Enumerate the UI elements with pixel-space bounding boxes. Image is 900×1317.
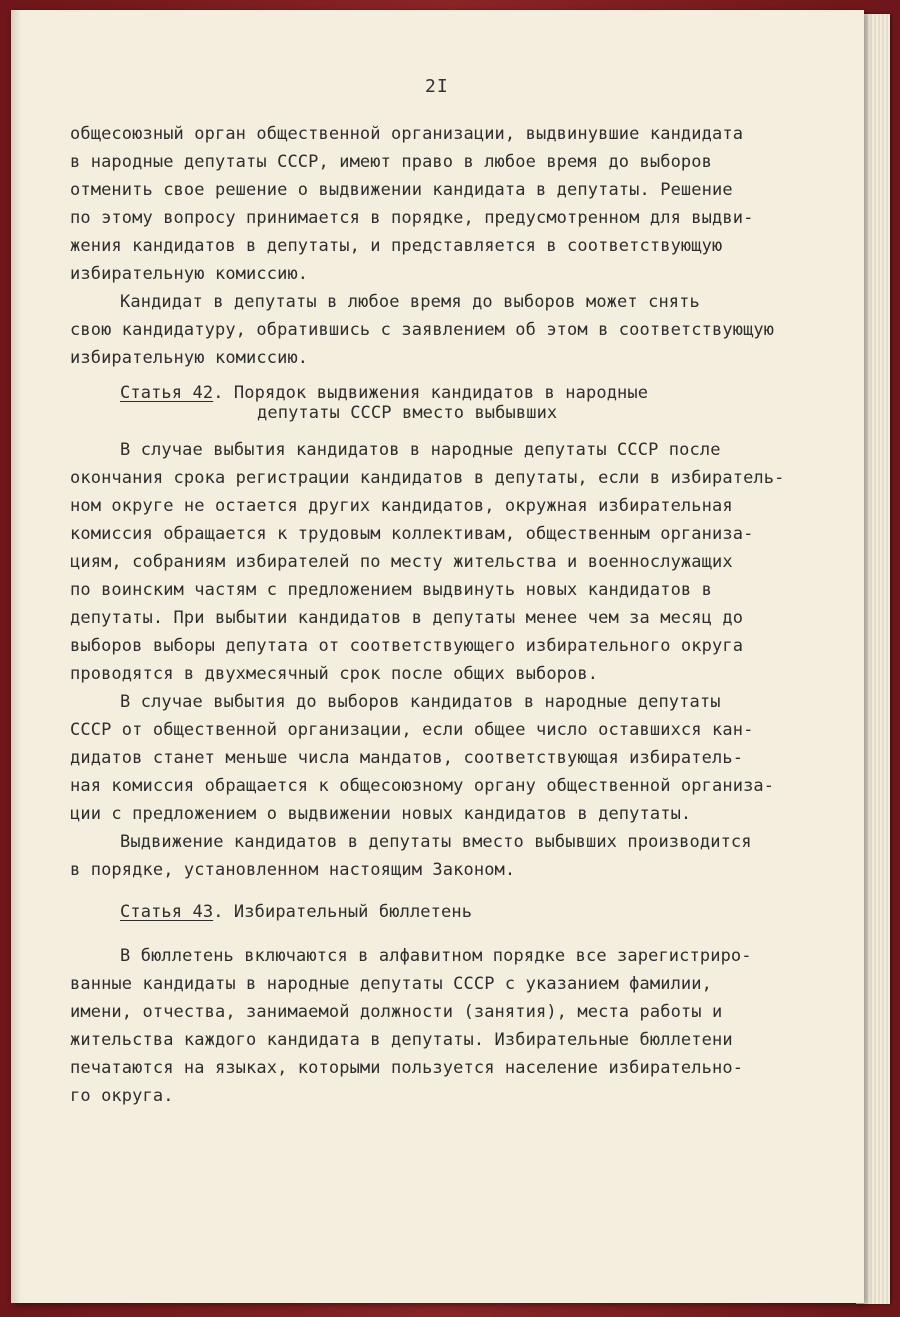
paragraph-line: в порядке, установленном настоящим Законом. xyxy=(70,860,516,880)
paragraph-line: свою кандидатуру, обратившись с заявлением об этом в соответствующую xyxy=(70,320,775,340)
paragraph-line: СССР от общественной организации, если общее число оставшихся кан- xyxy=(70,720,754,740)
paragraph-line: избирательную комиссию. xyxy=(70,264,309,284)
paragraph-line: ная комиссия обращается к общесоюзному органу общественной организа- xyxy=(70,776,775,796)
paragraph-line: ном округе не остается других кандидатов, окружная избирательная xyxy=(70,496,733,516)
paragraph-line: по этому вопросу принимается в порядке, предусмотренном для выдви- xyxy=(70,208,754,228)
paragraph-line: выборов выборы депутата от соответствующего избирательного округа xyxy=(70,636,744,656)
article-42-label: Статья 42 xyxy=(120,383,214,403)
paragraph-line: дидатов станет меньше числа мандатов, соответствующая избиратель- xyxy=(70,748,744,768)
paragraph-line: по воинским частям с предложением выдвинуть новых кандидатов в xyxy=(70,580,713,600)
paragraph-line: жения кандидатов в депутаты, и представляется в соответствующую xyxy=(70,236,723,256)
article-43-title: . Избирательный бюллетень xyxy=(213,902,473,922)
paragraph-line: избирательную комиссию. xyxy=(70,348,309,368)
paragraph-line: Выдвижение кандидатов в депутаты вместо выбывших производится xyxy=(120,832,752,852)
article-43-label: Статья 43 xyxy=(120,902,214,922)
paragraph-line: депутаты. При выбытии кандидатов в депутаты менее чем за месяц до xyxy=(70,608,744,628)
paragraph-line: го округа. xyxy=(70,1086,174,1106)
paragraph-line: в народные депутаты СССР, имеют право в любое время до выборов xyxy=(70,152,713,172)
article-43-heading xyxy=(120,902,472,922)
paragraph-line: комиссия обращается к трудовым коллективам, общественным организа- xyxy=(70,524,754,544)
article-42-title-continued: депутаты СССР вместо выбывших xyxy=(257,403,558,423)
paragraph-line: циям, собраниям избирателей по месту жительства и военнослужащих xyxy=(70,552,733,572)
paragraph-line: имени, отчества, занимаемой должности (занятия), места работы и xyxy=(70,1002,723,1022)
paragraph-line: отменить свое решение о выдвижении кандидата в депутаты. Решение xyxy=(70,180,733,200)
paragraph-line: жительства каждого кандидата в депутаты. Избирательные бюллетени xyxy=(70,1030,733,1050)
document-page xyxy=(11,10,864,1303)
paragraph-line: В случае выбытия кандидатов в народные депутаты СССР после xyxy=(120,440,721,460)
paragraph-line: В случае выбытия до выборов кандидатов в народные депутаты xyxy=(120,692,721,712)
paragraph-line: В бюллетень включаются в алфавитном порядке все зарегистриро- xyxy=(120,946,752,966)
paragraph-line: печатаются на языках, которыми пользуется население избирательно- xyxy=(70,1058,744,1078)
paragraph-line: ции с предложением о выдвижении новых кандидатов в депутаты. xyxy=(70,804,692,824)
article-42-title: . Порядок выдвижения кандидатов в народные xyxy=(213,383,649,403)
page-number: 2I xyxy=(425,76,449,97)
paragraph-line: проводятся в двухмесячный срок после общих выборов. xyxy=(70,664,599,684)
article-42-heading xyxy=(120,383,648,403)
paragraph-line: Кандидат в депутаты в любое время до выборов может снять xyxy=(120,292,700,312)
paragraph-line: общесоюзный орган общественной организации, выдвинувшие кандидата xyxy=(70,124,744,144)
paragraph-line: окончания срока регистрации кандидатов в депутаты, если в избиратель- xyxy=(70,468,785,488)
paragraph-line: ванные кандидаты в народные депутаты СССР с указанием фамилии, xyxy=(70,974,713,994)
